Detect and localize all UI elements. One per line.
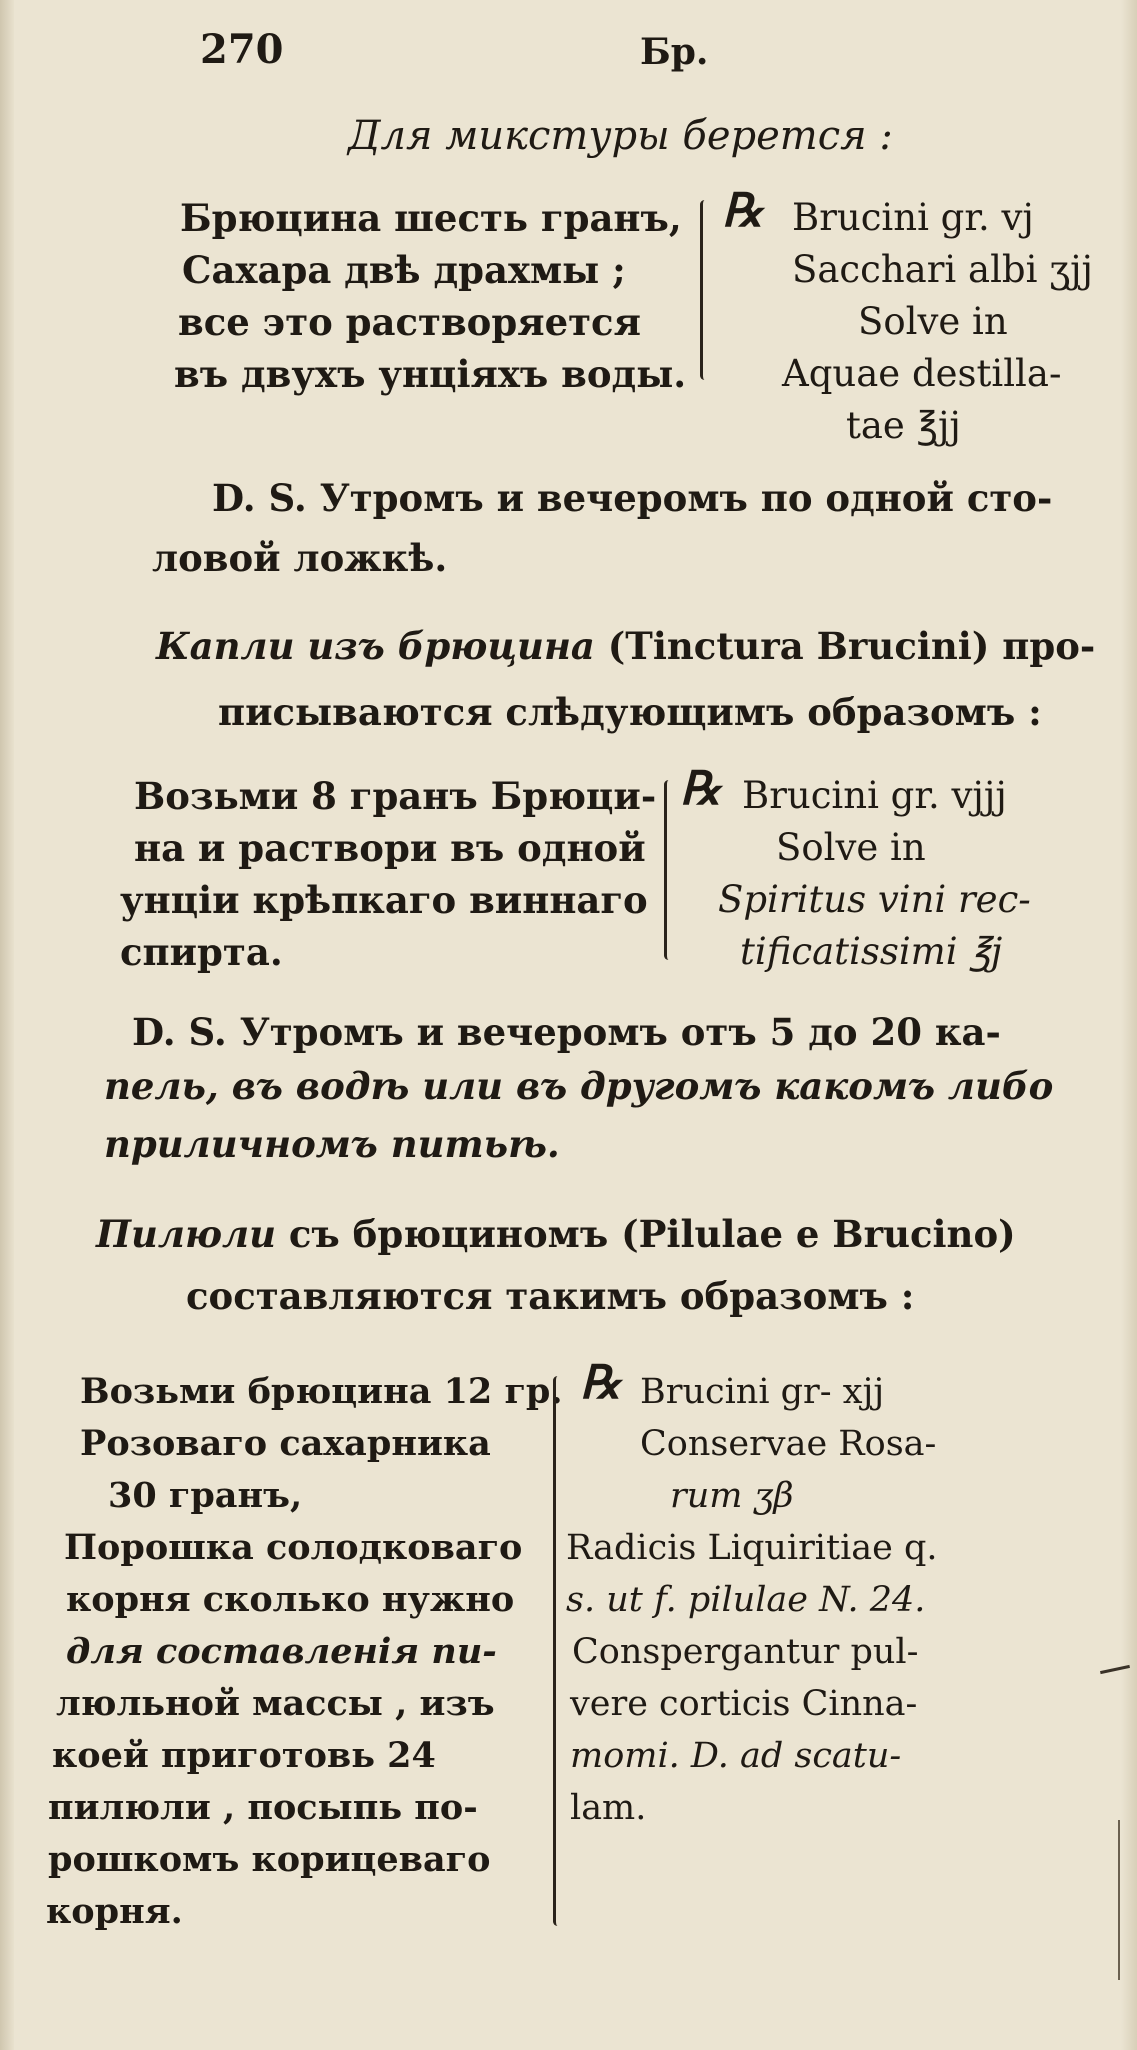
drops-brace bbox=[664, 780, 673, 960]
mixture-right-line: tae ℥jj bbox=[846, 404, 961, 447]
mixture-left-line: въ двухъ унціяхъ воды. bbox=[174, 352, 687, 396]
drops-right-line: Brucini gr. vjjj bbox=[742, 774, 1007, 817]
drops-heading-line2: писываются слѣдующимъ образомъ : bbox=[218, 690, 1042, 734]
pills-right-line: lam. bbox=[570, 1788, 647, 1828]
running-head: Бр. bbox=[640, 31, 709, 73]
pills-left-line: Порошка солодковаго bbox=[64, 1527, 523, 1568]
mixture-ds-line: ловой ложкѣ. bbox=[152, 536, 448, 580]
mixture-right-line: Solve in bbox=[858, 300, 1008, 343]
drops-ds-line: приличномъ питьѣ. bbox=[104, 1122, 560, 1166]
pills-heading-italic: Пилюли bbox=[96, 1212, 276, 1256]
drops-left-line: спирта. bbox=[120, 930, 283, 974]
pills-right-line: Conservae Rosa- bbox=[640, 1424, 937, 1464]
pills-heading-line2: составляются такимъ образомъ : bbox=[186, 1274, 915, 1318]
mixture-brace bbox=[700, 200, 709, 380]
drops-heading-rest: (Tinctura Brucini) про- bbox=[594, 624, 1096, 668]
mixture-rx-symbol: ℞ bbox=[722, 183, 764, 237]
pills-brace bbox=[553, 1376, 562, 1926]
drops-left-line: Возьми 8 гранъ Брюци- bbox=[134, 774, 657, 818]
drops-heading-italic: Капли изъ брюцина bbox=[156, 624, 595, 668]
drops-right-line: tificatissimi ℥j bbox=[740, 930, 1003, 973]
drops-left-line: на и раствори въ одной bbox=[134, 826, 646, 870]
page-left-edge bbox=[0, 0, 14, 2050]
pills-right-line: Brucini gr- xjj bbox=[640, 1372, 885, 1412]
pills-right-line: vere corticis Cinna- bbox=[570, 1684, 918, 1724]
pills-left-line: для составленія пи- bbox=[66, 1631, 497, 1672]
page-number: 270 bbox=[200, 26, 284, 73]
mixture-left-line: Сахара двѣ драхмы ; bbox=[182, 248, 626, 292]
mixture-heading: Для микстуры берется : bbox=[348, 113, 893, 159]
drops-right-line: Spiritus vini rec- bbox=[718, 878, 1031, 921]
pills-left-line: 30 гранъ, bbox=[108, 1475, 303, 1516]
drops-heading bbox=[156, 624, 1095, 669]
page-right-edge bbox=[1121, 0, 1137, 2050]
pills-left-line: Возьми брюцина 12 гр. bbox=[80, 1371, 563, 1412]
pills-right-line: rum ʒβ bbox=[670, 1476, 794, 1516]
drops-ds-line: D. S. Утромъ и вечеромъ отъ 5 до 20 ка- bbox=[132, 1010, 1001, 1054]
pills-left-line: рошкомъ корицеваго bbox=[48, 1839, 491, 1880]
pills-heading-rest: съ брюциномъ (Pilulae e Brucino) bbox=[275, 1212, 1016, 1256]
pills-left-line: коей приготовь 24 bbox=[52, 1735, 436, 1776]
pills-right-line: Radicis Liquiritiae q. bbox=[566, 1528, 938, 1568]
pills-right-line: Conspergantur pul- bbox=[572, 1632, 919, 1672]
pills-rx-symbol: ℞ bbox=[580, 1355, 622, 1409]
mixture-left-line: все это растворяется bbox=[178, 300, 641, 344]
pills-right-line: s. ut f. pilulae N. 24. bbox=[566, 1580, 926, 1620]
margin-rule bbox=[1118, 1820, 1120, 1980]
pills-left-line: люльной массы , изъ bbox=[56, 1683, 495, 1724]
mixture-right-line: Aquae destilla- bbox=[782, 352, 1062, 395]
pills-left-line: корня. bbox=[46, 1891, 183, 1932]
drops-left-line: унціи крѣпкаго виннаго bbox=[120, 878, 648, 922]
pills-right-line: momi. D. ad scatu- bbox=[570, 1736, 902, 1776]
mixture-right-line: Sacchari albi ʒjj bbox=[792, 248, 1094, 291]
drops-right-line: Solve in bbox=[776, 826, 926, 869]
drops-rx-symbol: ℞ bbox=[680, 761, 722, 815]
pills-left-line: Розоваго сахарника bbox=[80, 1423, 491, 1464]
drops-ds-line: пель, въ водѣ или въ другомъ какомъ либо bbox=[104, 1064, 1054, 1108]
mixture-right-line: Brucini gr. vj bbox=[792, 196, 1034, 239]
mixture-ds-line: D. S. Утромъ и вечеромъ по одной сто- bbox=[212, 476, 1053, 520]
mixture-left-line: Брюцина шесть гранъ, bbox=[180, 196, 682, 240]
pills-left-line: корня сколько нужно bbox=[66, 1579, 515, 1620]
pills-heading bbox=[96, 1212, 1016, 1257]
pills-left-line: пилюли , посыпь по- bbox=[48, 1787, 478, 1828]
